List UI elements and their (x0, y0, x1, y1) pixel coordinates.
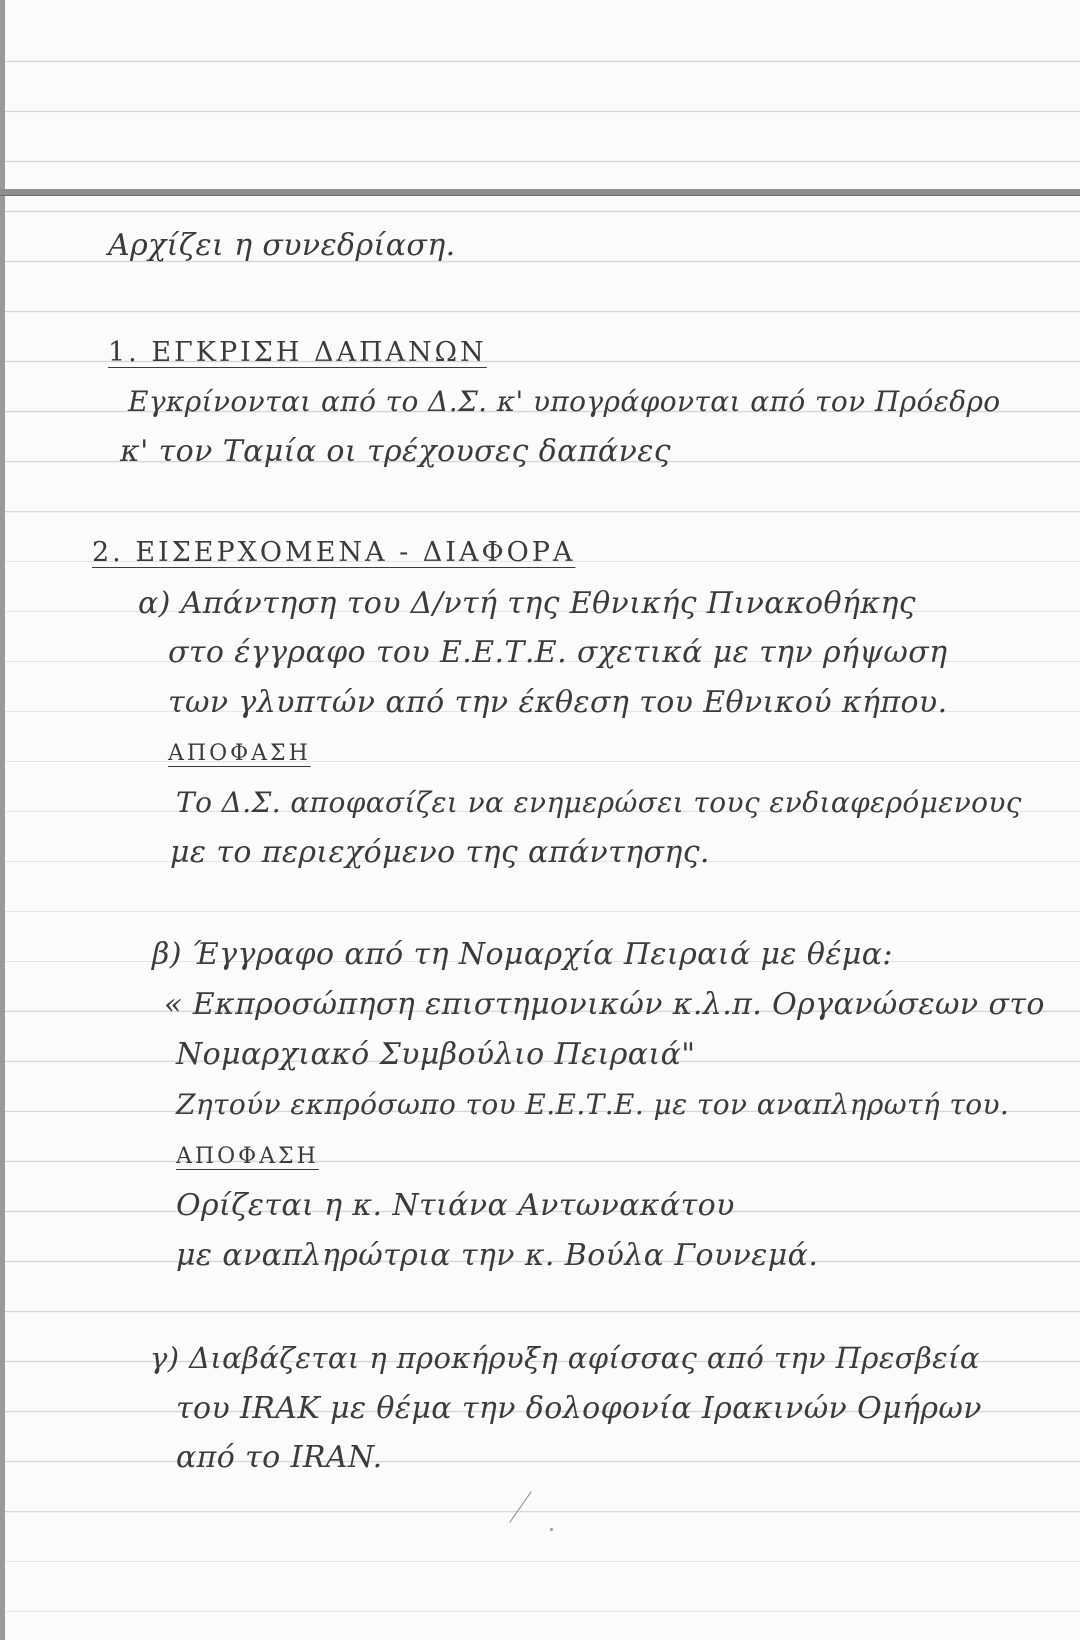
page-left-edge (0, 0, 5, 1640)
item2a-decision-line-1: Το Δ.Σ. αποφασίζει να ενημερώσει τους ενδιαφερόμενους (176, 786, 1022, 819)
item2a-decision-label: ΑΠΟΦΑΣΗ (168, 741, 311, 766)
item2c-line-2: του IRAK με θέμα την δολοφονία Ιρακινών Ομήρων (176, 1391, 982, 1426)
pen-dot (550, 1528, 553, 1531)
item2-heading: 2. ΕΙΣΕΡΧΟΜΕΝΑ - ΔΙΑΦΟΡΑ (92, 537, 576, 568)
item1-text-line-1: Εγκρίνονται από το Δ.Σ. κ' υπογράφονται από τον Πρόεδρο (128, 385, 1001, 418)
pen-mark (509, 1491, 532, 1523)
item1-text-line-2: κ' τον Ταμία οι τρέχουσες δαπάνες (120, 434, 671, 469)
item2c-line-1: γ) Διαβάζεται η προκήρυξη αφίσσας από την Πρεσβεία (150, 1341, 980, 1375)
item1-heading: 1. ΕΓΚΡΙΣΗ ΔΑΠΑΝΩΝ (108, 337, 487, 368)
item2a-line-2: στο έγγραφο του Ε.Ε.Τ.Ε. σχετικά με την ρήψωση (168, 635, 948, 670)
header-rule (0, 189, 1080, 196)
item2a-decision-line-2: με το περιεχόμενο της απάντησης. (170, 835, 710, 870)
item2b-line-4: Ζητούν εκπρόσωπο του Ε.Ε.Τ.Ε. με τον αναπληρωτή του. (176, 1088, 1010, 1121)
item2a-line-3: των γλυπτών από την έκθεση του Εθνικού κήπου. (168, 685, 948, 720)
item2b-decision-line-2: με αναπληρώτρια την κ. Βούλα Γουνεμά. (176, 1238, 819, 1273)
item2b-decision-label: ΑΠΟΦΑΣΗ (176, 1144, 319, 1169)
item2c-line-3: από το IRAN. (176, 1440, 383, 1475)
opening-line: Αρχίζει η συνεδρίαση. (108, 228, 456, 263)
item2b-decision-line-1: Ορίζεται η κ. Ντιάνα Αντωνακάτου (176, 1188, 735, 1223)
item2b-line-1: β) Έγγραφο από τη Νομαρχία Πειραιά με θέμα: (152, 937, 893, 972)
item2a-line-1: α) Απάντηση του Δ/ντή της Εθνικής Πινακοθήκης (138, 586, 916, 621)
item2b-line-2: « Εκπροσώπηση επιστημονικών κ.λ.π. Οργανώσεων στο (164, 987, 1045, 1022)
item2b-line-3: Νομαρχιακό Συμβούλιο Πειραιά" (176, 1037, 696, 1072)
